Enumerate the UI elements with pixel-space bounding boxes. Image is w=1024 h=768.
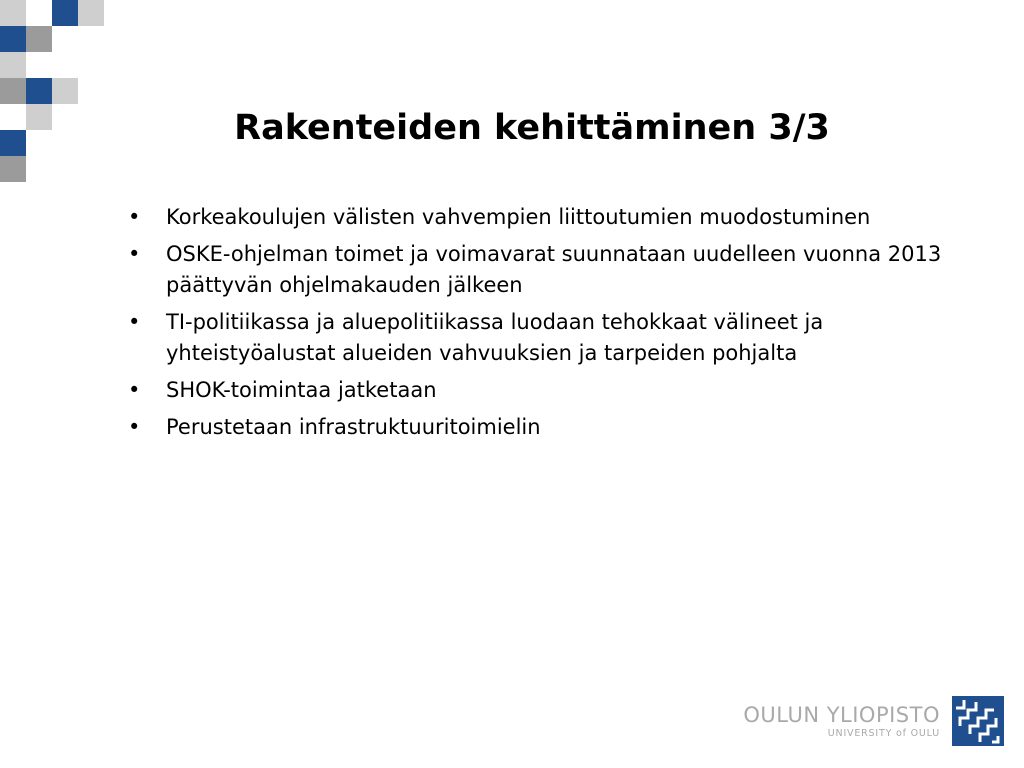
bullet-text: Perustetaan infrastruktuuritoimielin	[166, 415, 541, 439]
bullet-item	[124, 412, 964, 443]
bullet-text: Korkeakoulujen välisten vahvempien liittoutumien muodostuminen	[166, 205, 871, 229]
bullet-marker: •	[128, 205, 141, 229]
bullet-item	[124, 375, 964, 406]
bullet-text: OSKE-ohjelman toimet ja voimavarat suunnataan uudelleen vuonna 2013 päättyvän ohjelmakauden jälkeen	[166, 242, 942, 297]
slide-title: Rakenteiden kehittäminen 3/3	[234, 108, 830, 148]
emblem-pattern-icon	[952, 696, 1004, 746]
bullet-marker: •	[128, 378, 141, 402]
university-logo	[743, 696, 1004, 746]
bullet-item	[124, 307, 964, 369]
logo-name: OULUN YLIOPISTO	[743, 702, 940, 727]
bullet-list	[124, 202, 964, 449]
bullet-marker: •	[128, 415, 141, 439]
bullet-text: SHOK-toimintaa jatketaan	[166, 378, 437, 402]
bullet-marker: •	[128, 310, 141, 334]
bullet-text: TI-politiikassa ja aluepolitiikassa luodaan tehokkaat välineet ja yhteistyöalustat alueiden vahvuuksien ja tarpeiden pohjalta	[166, 310, 824, 365]
logo-text	[743, 703, 940, 740]
logo-subtitle: UNIVERSITY of OULU	[827, 727, 940, 739]
bullet-item	[124, 239, 964, 301]
bullet-item	[124, 202, 964, 233]
bullet-marker: •	[128, 242, 141, 266]
logo-emblem-icon	[952, 696, 1004, 746]
decorative-square-mosaic	[0, 0, 104, 182]
